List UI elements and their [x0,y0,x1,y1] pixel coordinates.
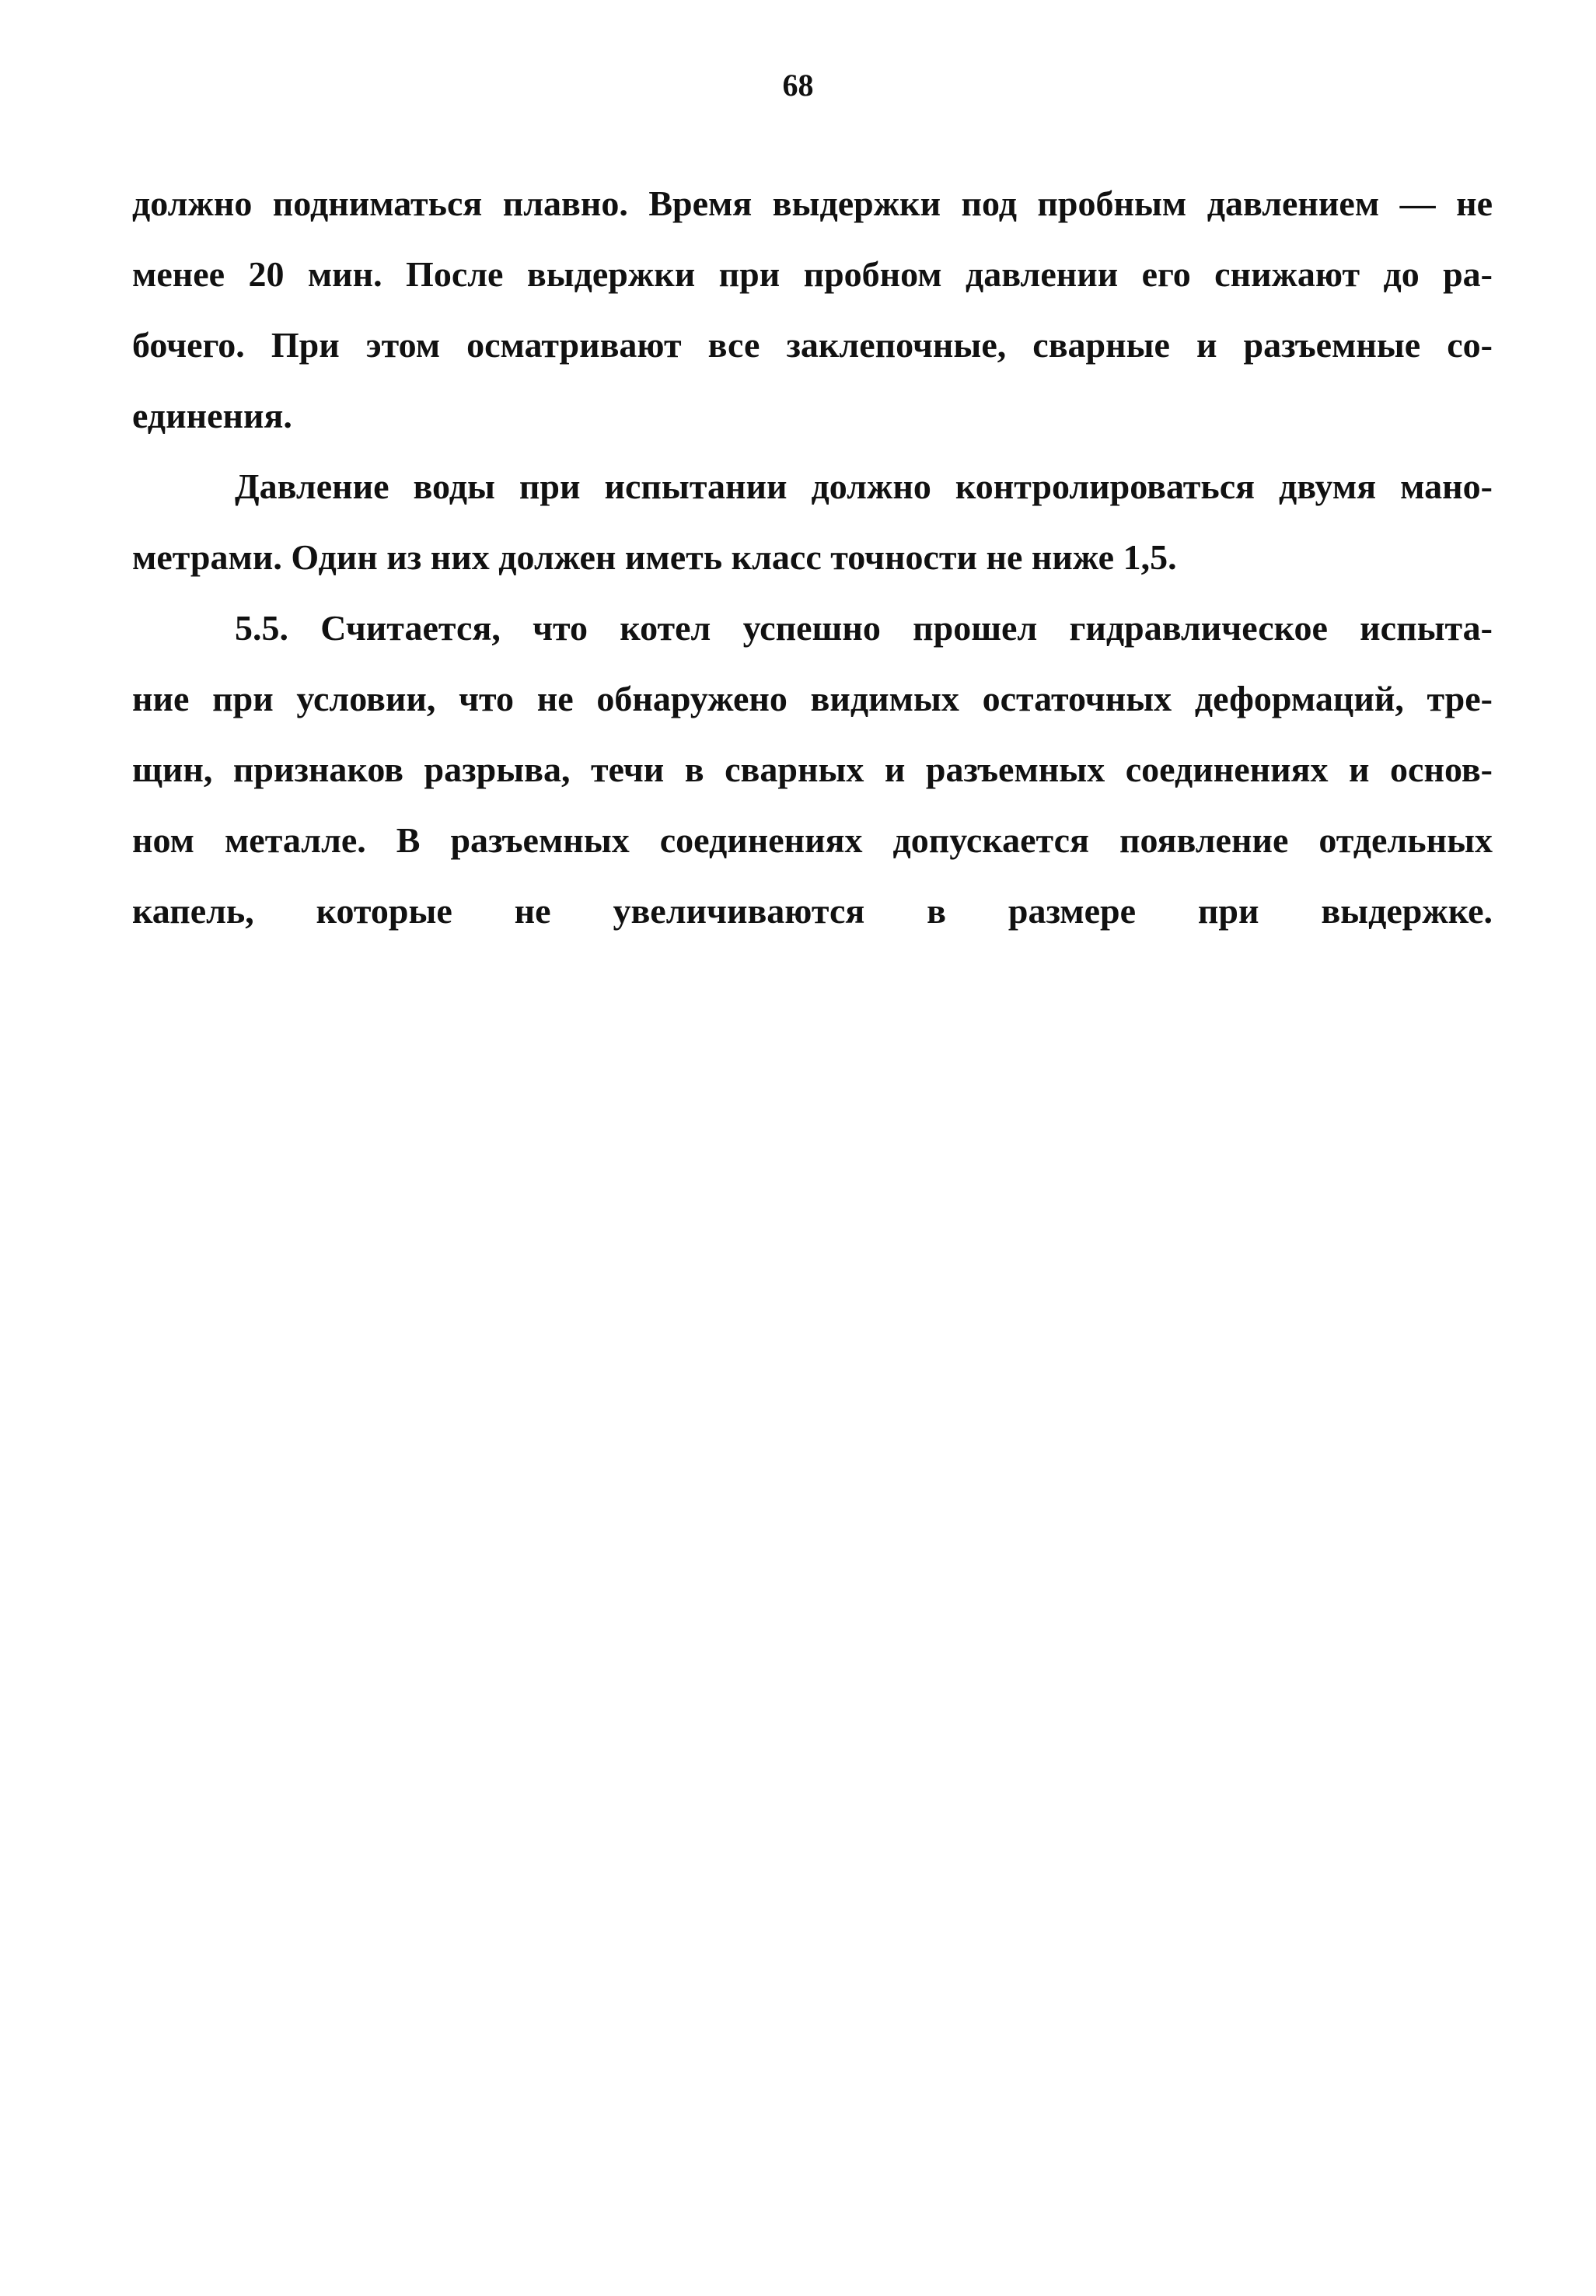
text-line: единения. [132,396,292,435]
body-text [132,168,1493,946]
text-line: щин, признаков разрыва, течи в сварных и разъемных соединениях и основ- [132,750,1493,789]
text-line: метрами. Один из них должен иметь класс точности не ниже 1,5. [132,537,1177,577]
text-line: менее 20 мин. После выдержки при пробном давлении его снижают до ра- [132,254,1493,294]
text-line: ном металле. В разъемных соединениях допускается появление отдельных [132,820,1493,860]
section-5-5-start: 5.5. Считается, что котел успешно прошел гидравлическое испыта- [235,608,1493,648]
page-number: 68 [782,68,814,103]
text-line: капель, которые не увеличиваются в размере при выдержке. [132,891,1493,931]
text-line: ние при условии, что не обнаружено видимых остаточных деформаций, тре- [132,679,1493,718]
text-line: должно подниматься плавно. Время выдержки под пробным давлением — не [132,183,1493,223]
text-line: Давление воды при испытании должно контролироваться двумя мано- [235,467,1493,506]
text-line: бочего. При этом осматривают все заклепочные, сварные и разъемные со- [132,325,1493,365]
